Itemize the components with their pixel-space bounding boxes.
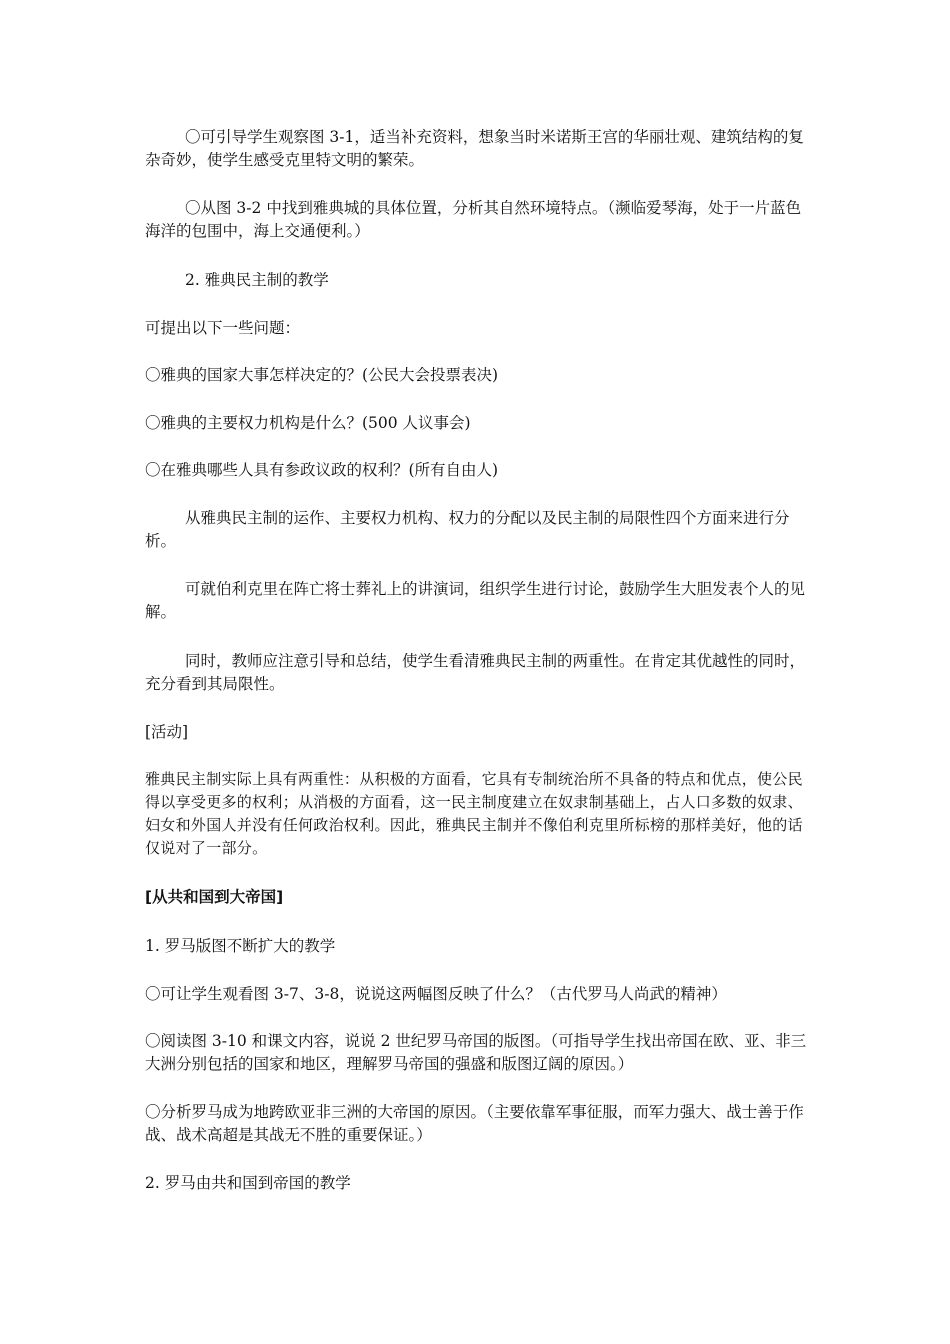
paragraph-figures-3-7-3-8: 〇可让学生观看图 3-7、3-8，说说这两幅图反映了什么？（古代罗马人尚武的精神） [145, 985, 727, 1003]
paragraph-questions-intro: 可提出以下一些问题： [145, 319, 301, 337]
paragraph-analysis: 从雅典民主制的运作、主要权力机构、权力的分配以及民主制的局限性四个方面来进行分析。 [145, 509, 790, 550]
heading-athens-democracy: 2. 雅典民主制的教学 [185, 271, 329, 289]
heading-republic-to-empire-teaching: 2. 罗马由共和国到帝国的教学 [145, 1174, 351, 1192]
heading-activity: [活动] [145, 723, 189, 741]
paragraph-minos-palace: 〇可引导学生观察图 3-1，适当补充资料，想象当时米诺斯王宫的华丽壮观、建筑结构的复杂奇妙，使学生感受克里特文明的繁荣。 [145, 128, 804, 169]
paragraph-empire-reasons: 〇分析罗马成为地跨欧亚非三洲的大帝国的原因。（主要依靠军事征服，而军力强大、战士善于作战、战术高超是其战无不胜的重要保证。） [145, 1103, 804, 1144]
paragraph-activity-answer: 雅典民主制实际上具有两重性：从积极的方面看，它具有专制统治所不具备的特点和优点，使公民得以享受更多的权利；从消极的方面看，这一民主制度建立在奴隶制基础上，占人口多数的奴隶、妇女和外国人并没有任何政治权利。因此，雅典民主制并不像伯利克里所标榜的那样美好，他的话仅说对了一部分。 [145, 770, 803, 857]
heading-republic-to-empire: [从共和国到大帝国] [145, 888, 284, 906]
question-item: 〇雅典的国家大事怎样决定的？(公民大会投票表决) [145, 366, 499, 384]
paragraph-summary: 同时，教师应注意引导和总结，使学生看清雅典民主制的两重性。在肯定其优越性的同时，充分看到其局限性。 [145, 652, 806, 693]
paragraph-athens-location: 〇从图 3-2 中找到雅典城的具体位置，分析其自然环境特点。（濒临爱琴海，处于一片蓝色海洋的包围中，海上交通便利。） [145, 199, 802, 240]
paragraph-discussion: 可就伯利克里在阵亡将士葬礼上的讲演词，组织学生进行讨论，鼓励学生大胆发表个人的见解。 [145, 580, 806, 621]
question-item: 〇雅典的主要权力机构是什么？(500 人议事会) [145, 414, 471, 432]
paragraph-figure-3-10: 〇阅读图 3-10 和课文内容，说说 2 世纪罗马帝国的版图。（可指导学生找出帝国在欧、亚、非三大洲分别包括的国家和地区，理解罗马帝国的强盛和版图辽阔的原因。） [145, 1032, 807, 1073]
question-item: 〇在雅典哪些人具有参政议政的权利？(所有自由人) [145, 461, 499, 479]
heading-territory-expansion: 1. 罗马版图不断扩大的教学 [145, 937, 336, 955]
